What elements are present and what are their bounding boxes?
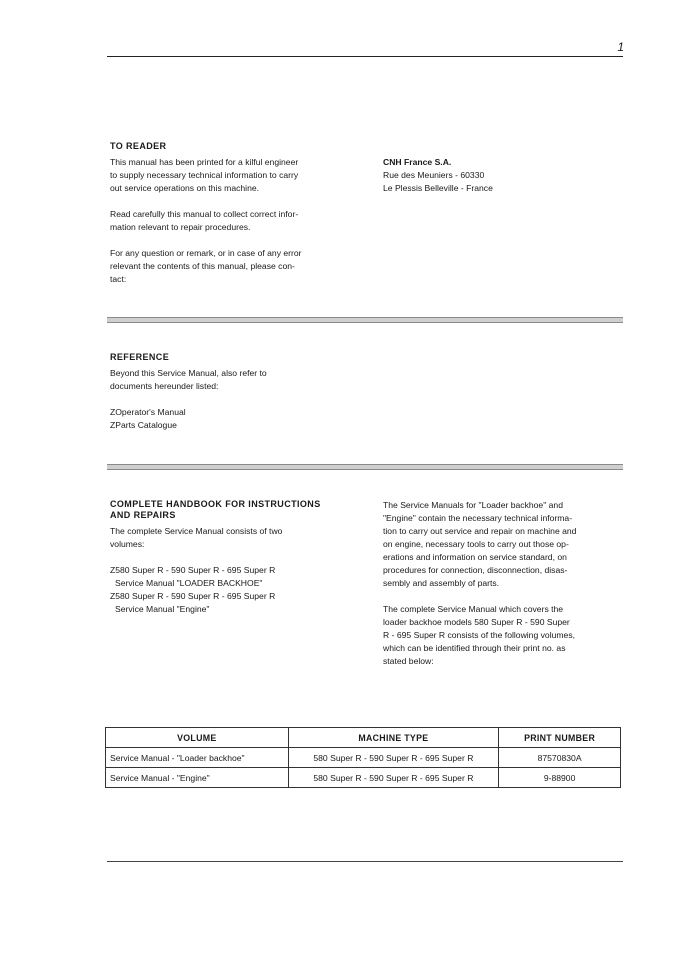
to-reader-section	[110, 141, 348, 286]
handbook-intro-line: The complete Service Manual consists of two	[110, 526, 283, 536]
machine-type-cell: 580 Super R - 590 Super R - 695 Super R	[288, 768, 499, 788]
to-reader-line: tact:	[110, 274, 127, 284]
table-header-row	[106, 728, 621, 748]
reference-intro-line: Beyond this Service Manual, also refer to	[110, 368, 267, 378]
description-line: tion to carry out service and repair on machine and	[383, 526, 577, 536]
description-line: The Service Manuals for "Loader backhoe" and	[383, 500, 563, 510]
reference-list-item: ZParts Catalogue	[110, 420, 177, 430]
description-line: "Engine" contain the necessary technical informa-	[383, 513, 573, 523]
description-line: on engine, necessary tools to carry out those op-	[383, 539, 569, 549]
reference-intro-line: documents hereunder listed:	[110, 381, 219, 391]
column-header: VOLUME	[106, 728, 289, 748]
to-reader-heading: TO READER	[110, 141, 167, 151]
to-reader-line: This manual has been printed for a kilful engineer	[110, 157, 299, 167]
reference-list-item: ZOperator's Manual	[110, 407, 186, 417]
contact-city: Le Plessis Belleville - France	[383, 183, 493, 193]
volume-table	[105, 727, 621, 788]
section-divider	[107, 464, 623, 470]
to-reader-line: mation relevant to repair procedures.	[110, 222, 251, 232]
description-line: R - 695 Super R consists of the following volumes,	[383, 630, 576, 640]
volume-cell: Service Manual - "Engine"	[106, 768, 289, 788]
to-reader-line: relevant the contents of this manual, please con-	[110, 261, 295, 271]
description-line: The complete Service Manual which covers the	[383, 604, 564, 614]
volume-title: Service Manual "Engine"	[115, 604, 210, 614]
column-header: MACHINE TYPE	[288, 728, 499, 748]
to-reader-line: Read carefully this manual to collect correct infor-	[110, 209, 299, 219]
description-line: loader backhoe models 580 Super R - 590 Super	[383, 617, 570, 627]
table-row	[106, 768, 621, 788]
handbook-heading: AND REPAIRS	[110, 510, 176, 520]
handbook-section	[110, 499, 348, 616]
print-number-cell: 9-88900	[499, 768, 621, 788]
to-reader-line: out service operations on this machine.	[110, 183, 260, 193]
handbook-intro-line: volumes:	[110, 539, 145, 549]
machine-type-cell: 580 Super R - 590 Super R - 695 Super R	[288, 748, 499, 768]
section-divider	[107, 317, 623, 323]
handbook-heading: COMPLETE HANDBOOK FOR INSTRUCTIONS	[110, 499, 321, 509]
volume-title: Service Manual "LOADER BACKHOE"	[115, 578, 263, 588]
handbook-description	[383, 499, 618, 668]
description-line: procedures for connection, disconnection, disas-	[383, 565, 568, 575]
page-number: 1	[617, 40, 624, 54]
volume-models: Z580 Super R - 590 Super R - 695 Super R	[110, 591, 276, 601]
print-number-cell: 87570830A	[499, 748, 621, 768]
reference-section	[110, 352, 348, 432]
contact-street: Rue des Meuniers - 60330	[383, 170, 485, 180]
column-header: PRINT NUMBER	[499, 728, 621, 748]
bottom-rule	[107, 861, 623, 862]
volume-cell: Service Manual - "Loader backhoe"	[106, 748, 289, 768]
volume-models: Z580 Super R - 590 Super R - 695 Super R	[110, 565, 276, 575]
to-reader-line: For any question or remark, or in case of any error	[110, 248, 302, 258]
description-line: stated below:	[383, 656, 434, 666]
contact-company: CNH France S.A.	[383, 157, 452, 167]
reference-heading: REFERENCE	[110, 352, 170, 362]
to-reader-line: to supply necessary technical information to carry	[110, 170, 299, 180]
table-row	[106, 748, 621, 768]
top-rule	[107, 56, 623, 57]
contact-address	[383, 156, 613, 195]
description-line: which can be identified through their print no. as	[383, 643, 566, 653]
description-line: sembly and assembly of parts.	[383, 578, 500, 588]
description-line: erations and information on service standard, on	[383, 552, 567, 562]
